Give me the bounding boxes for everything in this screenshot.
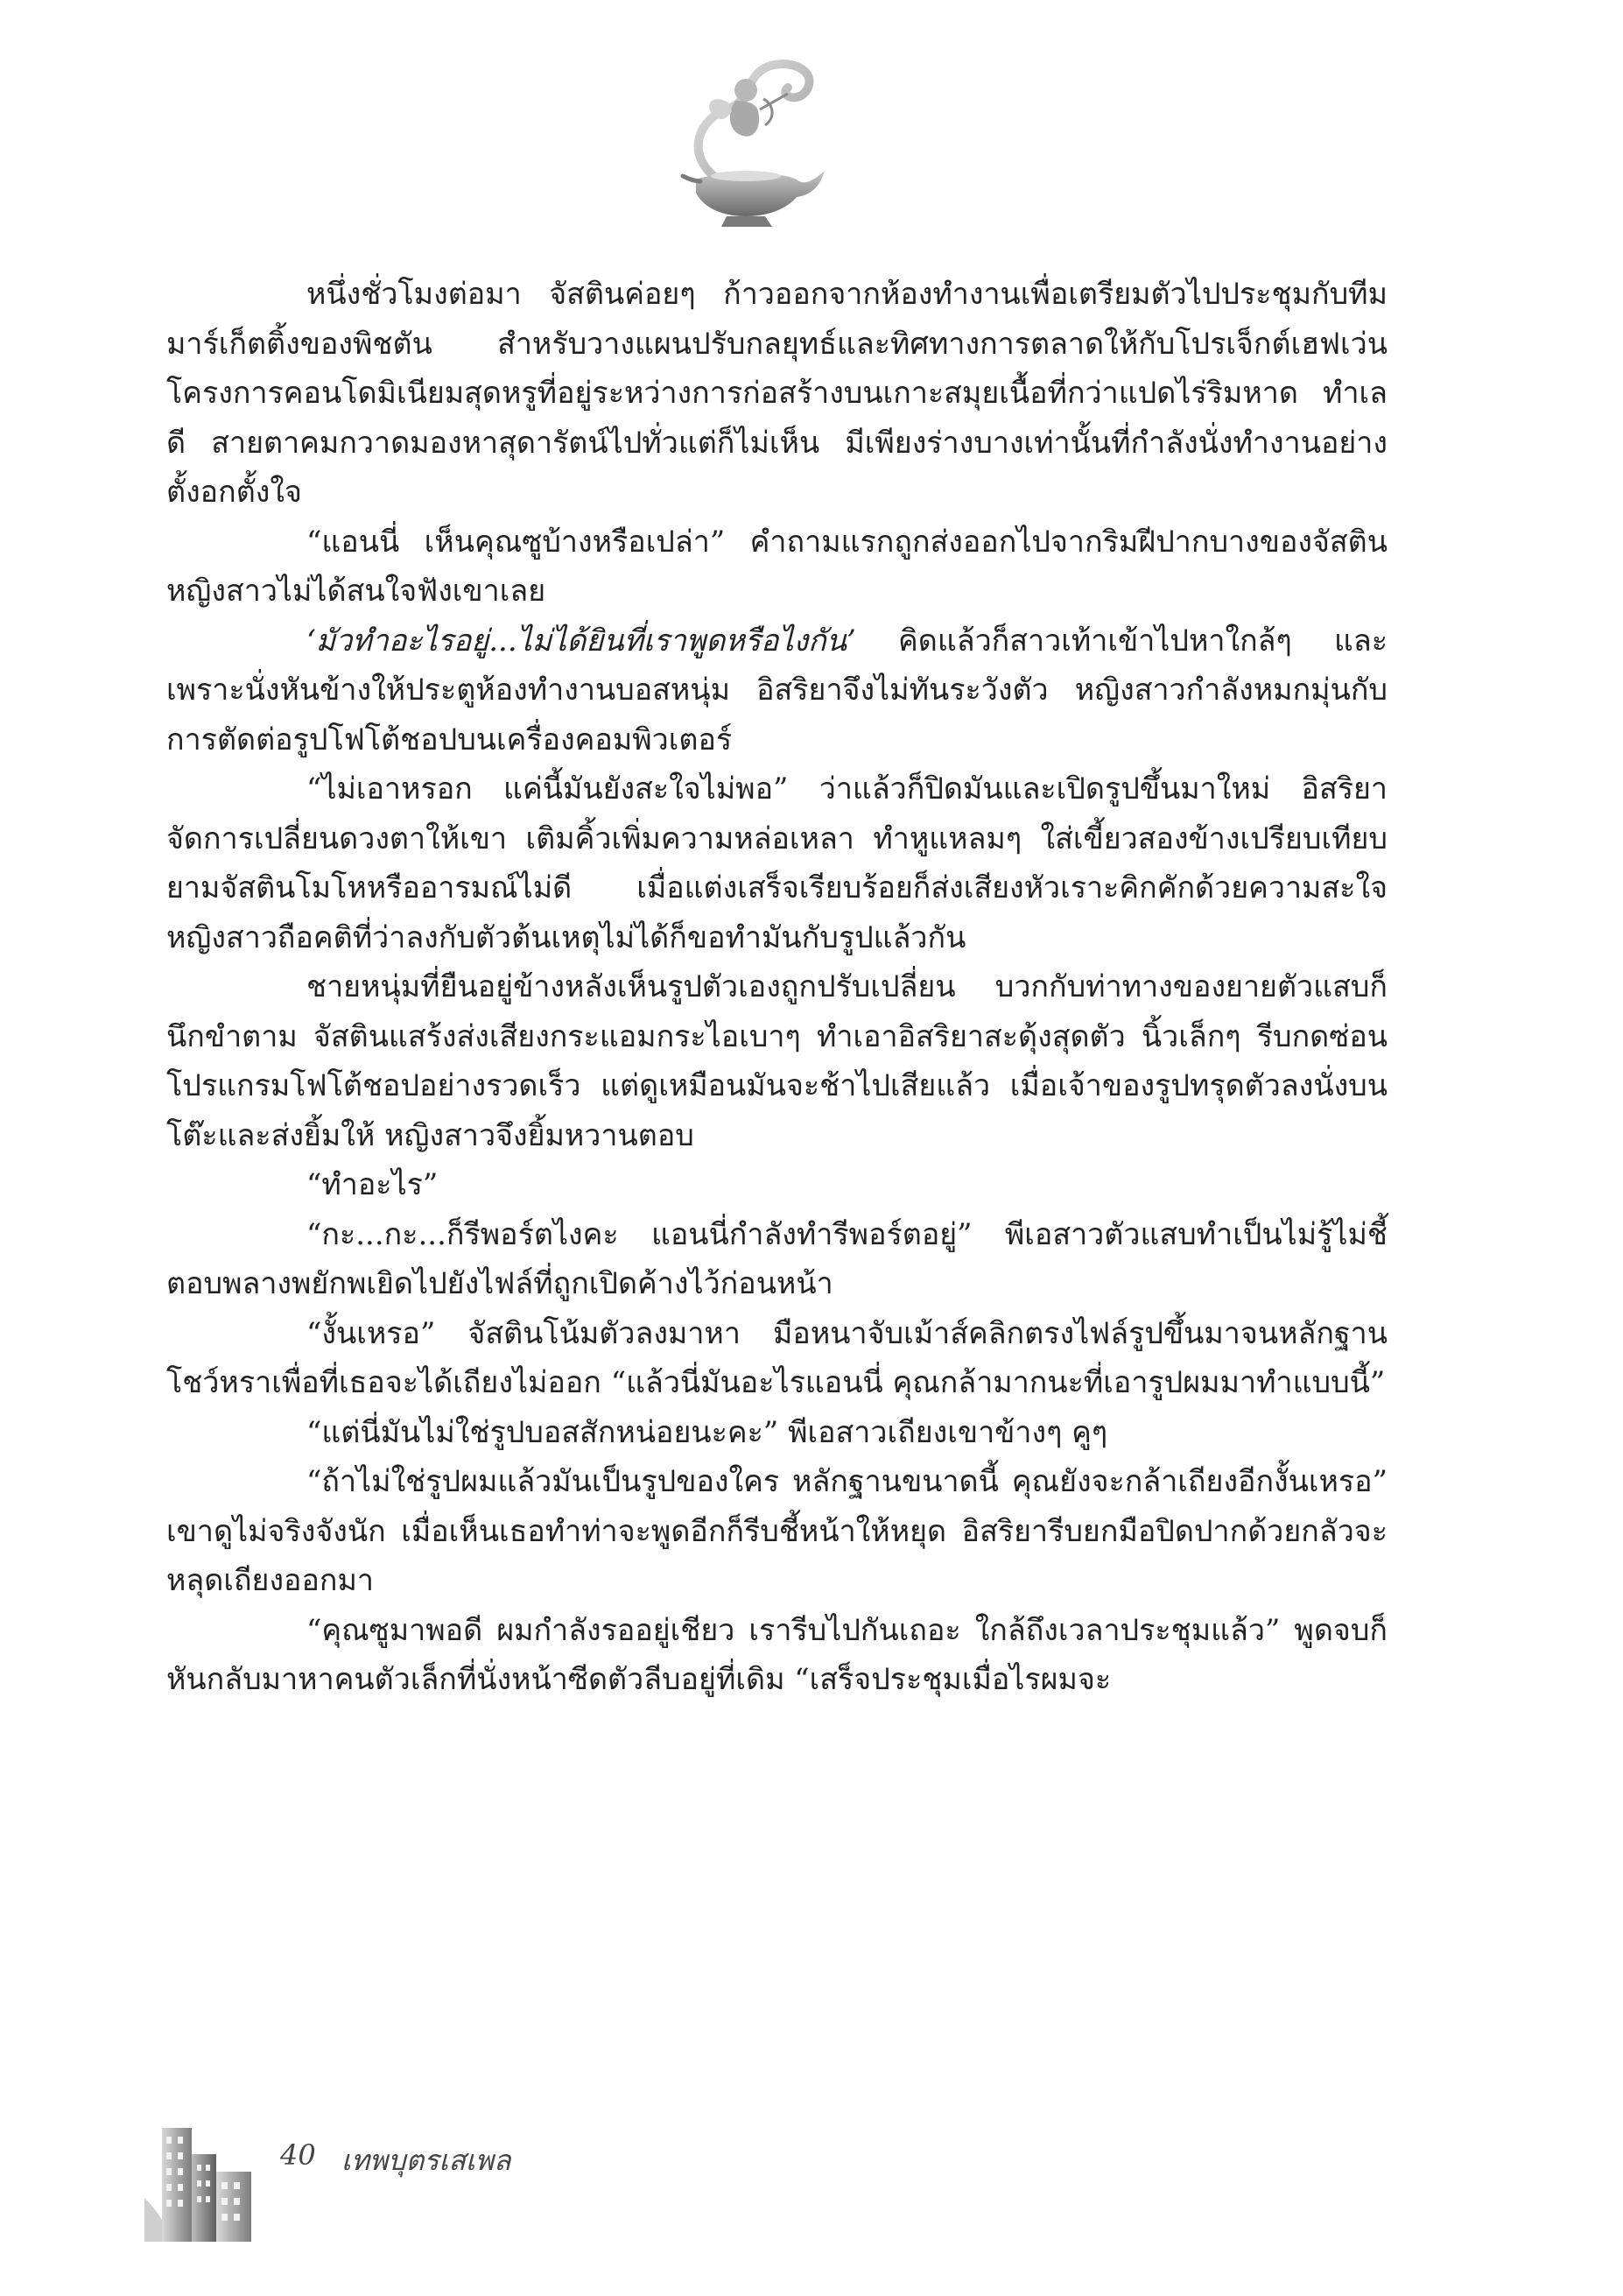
page-number: 40 — [280, 2138, 316, 2172]
paragraph: “ทำอะไร” — [306, 1167, 439, 1202]
paragraph: “ไม่เอาหรอก แค่นี้มันยังสะใจไม่พอ” ว่าแล้วก็ปิดมันและเปิดรูปขึ้นมาใหม่ อิสริยาจัดการเปลี่ยนดวงตาให้เขา เติมคิ้วเพิ่มความหล่อเหลา ทำหูแหลมๆ ใส่เขี้ยวสองข้างเปรียบเทียบยามจัสตินโมโหหรืออารมณ์ไม่ดี เมื่อแต่งเสร็จเรียบร้อยก็ส่งเสียงหัวเราะคิกคักด้วยความสะใจ หญิงสาวถือคติที่ว่าลงกับตัวต้นเหตุไม่ได้ก็ขอทำมันกับรูปแล้วกัน — [166, 771, 1388, 955]
paragraph: หนึ่งชั่วโมงต่อมา จัสตินค่อยๆ ก้าวออกจากห้องทำงานเพื่อเตรียมตัวไปประชุมกับทีมมาร์เก็ตติ้งของพิชตัน สำหรับวางแผนปรับกลยุทธ์และทิศทางการตลาดให้กับโปรเจ็กต์เฮฟเว่น โครงการคอนโดมิเนียมสุดหรูที่อยู่ระหว่างการก่อสร้างบนเกาะสมุยเนื้อที่กว่าแปดไร่ริมหาด ทำเลดี สายตาคมกวาดมองหาสุดารัตน์ไปทั่วแต่ก็ไม่เห็น มีเพียงร่างบางเท่านั้นที่กำลังนั่งทำงานอย่างตั้งอกตั้งใจ — [166, 277, 1388, 510]
paragraph: “งั้นเหรอ” จัสตินโน้มตัวลงมาหา มือหนาจับเม้าส์คลิกตรงไฟล์รูปขึ้นมาจนหลักฐานโชว์หราเพื่อที่เธอจะได้เถียงไม่ออก “แล้วนี่มันอะไรแอนนี่ คุณกล้ามากนะที่เอารูปผมมาทำแบบนี้” — [166, 1315, 1388, 1400]
paragraph: ชายหนุ่มที่ยืนอยู่ข้างหลังเห็นรูปตัวเองถูกปรับเปลี่ยน บวกกับท่าทางของยายตัวแสบก็นึกขำตาม จัสตินแสร้งส่งเสียงกระแอมกระไอเบาๆ ทำเอาอิสริยาสะดุ้งสุดตัว นิ้วเล็กๆ รีบกดซ่อนโปรแกรมโฟโต้ชอปอย่างรวดเร็ว แต่ดูเหมือนมันจะช้าไปเสียแล้ว เมื่อเจ้าของรูปทรุดตัวลงนั่งบนโต๊ะและส่งยิ้มให้ หญิงสาวจึงยิ้มหวานตอบ — [166, 969, 1388, 1153]
paragraph: “ถ้าไม่ใช่รูปผมแล้วมันเป็นรูปของใคร หลักฐานขนาดนี้ คุณยังจะกล้าเถียงอีกงั้นเหรอ” เขาดูไม่จริงจังนัก เมื่อเห็นเธอทำท่าจะพูดอีกก็รีบชี้หน้าให้หยุด อิสริยารีบยกมือปิดปากด้วยกลัวจะหลุดเถียงออกมา — [166, 1464, 1388, 1598]
paragraph: ‘มัวทำอะไรอยู่...ไม่ได้ยินที่เราพูดหรือไงกัน’ คิดแล้วก็สาวเท้าเข้าไปหาใกล้ๆ และเพราะนั่งหันข้างให้ประตูห้องทำงานบอสหนุ่ม อิสริยาจึงไม่ทันระวังตัว หญิงสาวกำลังหมกมุ่นกับการตัดต่อรูปโฟโต้ชอปบนเครื่องคอมพิวเตอร์ — [166, 623, 1388, 757]
body-text — [166, 270, 1388, 1705]
paragraph: “กะ...กะ...ก็รีพอร์ตไงคะ แอนนี่กำลังทำรีพอร์ตอยู่” พีเอสาวตัวแสบทำเป็นไม่รู้ไม่ชี้ตอบพลางพยักพเยิดไปยังไฟล์ที่ถูกเปิดค้างไว้ก่อนหน้า — [166, 1216, 1388, 1301]
city-buildings-icon — [144, 2102, 258, 2242]
cupid-magic-lamp-icon — [665, 48, 832, 228]
paragraph: “แอนนี่ เห็นคุณซูบ้างหรือเปล่า” คำถามแรกถูกส่งออกไปจากริมฝีปากบางของจัสติน หญิงสาวไม่ได้สนใจฟังเขาเลย — [166, 524, 1388, 609]
paragraph: “แต่นี่มันไม่ใช่รูปบอสสักหน่อยนะคะ” พีเอสาวเถียงเขาข้างๆ คูๆ — [306, 1414, 1108, 1450]
paragraph: “คุณซูมาพอดี ผมกำลังรออยู่เชียว เรารีบไปกันเถอะ ใกล้ถึงเวลาประชุมแล้ว” พูดจบก็หันกลับมาหาคนตัวเล็กที่นั่งหน้าซีดตัวลีบอยู่ที่เดิม “เสร็จประชุมเมื่อไรผมจะ — [166, 1612, 1388, 1697]
italic-thought: ‘มัวทำอะไรอยู่...ไม่ได้ยินที่เราพูดหรือไงกัน’ — [306, 623, 856, 659]
book-title: เทพบุตรเสเพล — [341, 2144, 511, 2177]
